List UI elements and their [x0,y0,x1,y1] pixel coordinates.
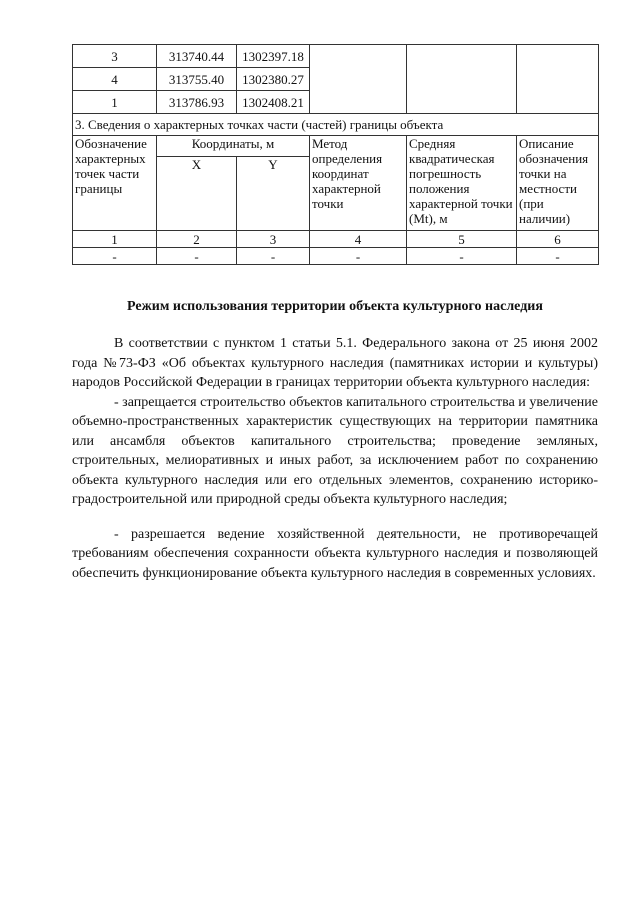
coord-y: 1302408.21 [237,91,310,114]
paragraph-intro: В соответствии с пунктом 1 статьи 5.1. Федерального закона от 25 июня 2002 года №73-ФЗ «Об объектах культурного наследия (памятниках истории и культуры) народов Российской Федерации в границах территории объекта культурного наследия: [72,336,598,390]
col-number: 3 [237,231,310,248]
point-number: 3 [73,45,157,68]
table-row [73,45,599,68]
regime-heading: Режим использования территории объекта культурного наследия [127,299,543,314]
section-title-row [73,114,599,136]
error-cell-empty [407,45,517,114]
paragraph-prohibition: - запрещается строительство объектов капитального строительства и увеличение объемно-пространственных характеристик существующих на территории памятника или ансамбля объектов капитального строительства; проведение земляных, строительных, мелиоративных и иных работ, за исключением работ по сохранению объекта культурного наследия или его отдельных элементов, сохранению историко-градостроительной или природной среды объекта культурного наследия; [72,394,598,507]
empty-cell: - [157,248,237,265]
header-row [73,136,599,157]
col-number: 6 [517,231,599,248]
coord-x: 313740.44 [157,45,237,68]
coord-x: 313786.93 [157,91,237,114]
empty-cell: - [407,248,517,265]
section-3-title: 3. Сведения о характерных точках части (частей) границы объекта [73,114,599,136]
column-numbers-row [73,231,599,248]
description-cell-empty [517,45,599,114]
header-designation: Обозначение характерных точек части границы [73,136,157,231]
empty-cell: - [310,248,407,265]
empty-cell: - [73,248,157,265]
header-description: Описание обозначения точки на местности (при наличии) [517,136,599,231]
coord-y: 1302397.18 [237,45,310,68]
point-number: 4 [73,68,157,91]
boundary-points-table [72,44,599,265]
header-y: Y [237,157,310,231]
col-number: 1 [73,231,157,248]
regime-body [72,334,598,583]
col-number: 2 [157,231,237,248]
empty-cell: - [237,248,310,265]
col-number: 5 [407,231,517,248]
header-coords: Координаты, м [157,136,310,157]
empty-data-row [73,248,599,265]
point-number: 1 [73,91,157,114]
empty-cell: - [517,248,599,265]
coord-y: 1302380.27 [237,68,310,91]
coord-x: 313755.40 [157,68,237,91]
header-method: Метод определения координат характерной точки [310,136,407,231]
col-number: 4 [310,231,407,248]
method-cell-empty [310,45,407,114]
paragraph-permission: - разрешается ведение хозяйственной деятельности, не противоречащей требованиям обеспечения сохранности объекта культурного наследия и позволяющей обеспечить функционирование объекта культурного наследия в современных условиях. [72,526,598,581]
header-x: X [157,157,237,231]
header-error: Средняя квадратическая погрешность положения характерной точки (Mt), м [407,136,517,231]
